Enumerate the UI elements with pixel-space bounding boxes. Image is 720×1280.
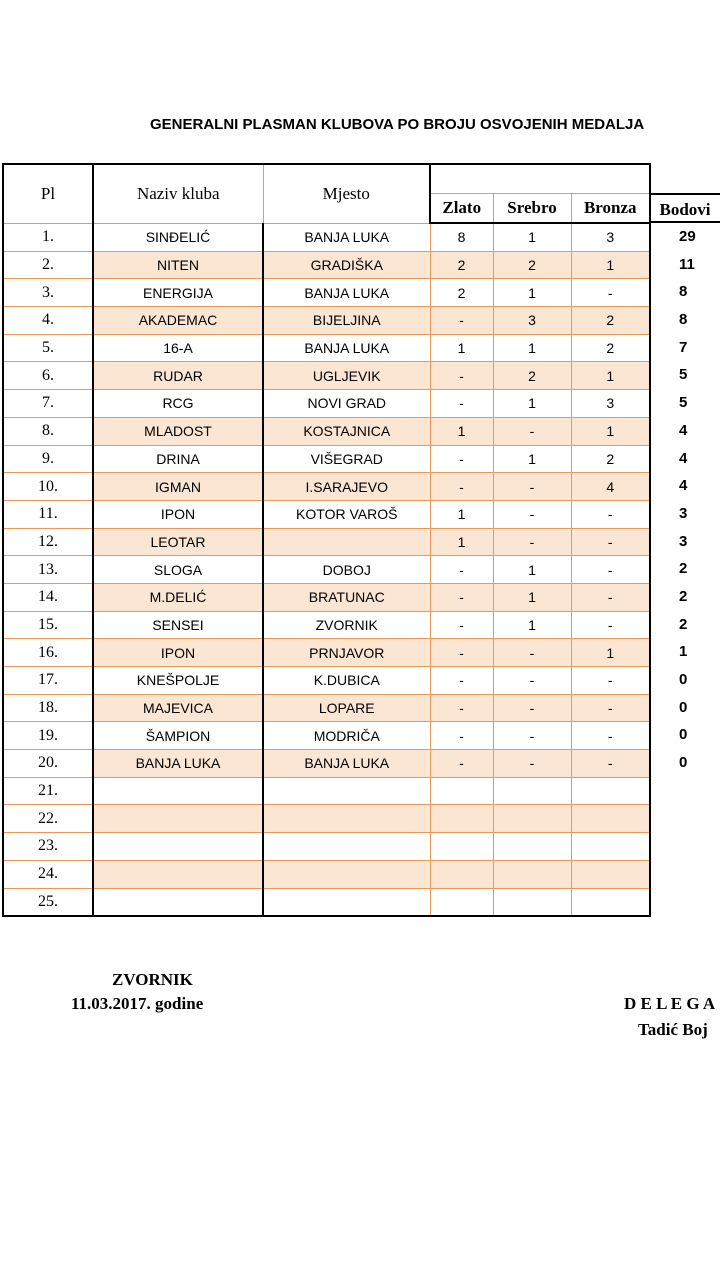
table-row [3, 833, 650, 861]
place-cell: 19. [3, 722, 93, 750]
place-cell: 18. [3, 694, 93, 722]
bronze-cell: 2 [571, 445, 650, 473]
silver-cell [493, 777, 571, 805]
city-cell: BIJELJINA [263, 307, 430, 335]
header-bronze: Bronza [571, 194, 650, 224]
place-cell: 23. [3, 833, 93, 861]
bronze-cell: 3 [571, 390, 650, 418]
club-name-cell: ŠAMPION [93, 722, 263, 750]
city-cell: KOSTAJNICA [263, 417, 430, 445]
points-value [650, 888, 720, 916]
points-value: 2 [679, 587, 688, 605]
club-name-cell [93, 777, 263, 805]
bronze-cell [571, 805, 650, 833]
silver-cell: 1 [493, 390, 571, 418]
city-cell: NOVI GRAD [263, 390, 430, 418]
bronze-cell: - [571, 556, 650, 584]
city-cell: GRADIŠKA [263, 251, 430, 279]
points-value: 29 [679, 228, 696, 245]
club-name-cell: KNEŠPOLJE [93, 667, 263, 695]
gold-cell [430, 833, 493, 861]
bronze-cell: 1 [571, 251, 650, 279]
points-value: 0 [679, 726, 688, 744]
points-column [650, 193, 720, 915]
place-cell: 5. [3, 334, 93, 362]
place-cell: 12. [3, 528, 93, 556]
club-name-cell: MLADOST [93, 417, 263, 445]
document-title: GENERALNI PLASMAN KLUBOVA PO BROJU OSVOJENIH MEDALJA [150, 116, 645, 133]
place-cell: 15. [3, 611, 93, 639]
table-row [3, 639, 650, 667]
header-medals-group [430, 164, 650, 194]
points-value: 5 [679, 394, 688, 412]
gold-cell: - [430, 667, 493, 695]
place-cell: 10. [3, 473, 93, 501]
points-value: 8 [679, 283, 688, 301]
gold-cell: - [430, 445, 493, 473]
table-row [3, 417, 650, 445]
club-name-cell [93, 888, 263, 916]
city-cell: UGLJEVIK [263, 362, 430, 390]
silver-cell: - [493, 667, 571, 695]
city-cell [263, 860, 430, 888]
city-cell: ZVORNIK [263, 611, 430, 639]
gold-cell: 1 [430, 334, 493, 362]
gold-cell: - [430, 611, 493, 639]
points-value [650, 804, 720, 832]
bronze-cell: - [571, 500, 650, 528]
city-cell: DOBOJ [263, 556, 430, 584]
city-cell [263, 888, 430, 916]
points-value: 7 [679, 338, 688, 356]
table-row [3, 362, 650, 390]
bronze-cell: 3 [571, 223, 650, 251]
place-cell: 13. [3, 556, 93, 584]
club-name-cell [93, 860, 263, 888]
city-cell: I.SARAJEVO [263, 473, 430, 501]
place-cell: 21. [3, 777, 93, 805]
table-row [3, 279, 650, 307]
standings-table [2, 163, 651, 917]
table-row [3, 583, 650, 611]
footer-place: ZVORNIK [112, 970, 193, 989]
bronze-cell: - [571, 528, 650, 556]
place-cell: 3. [3, 279, 93, 307]
place-cell: 7. [3, 390, 93, 418]
place-cell: 24. [3, 860, 93, 888]
club-name-cell: ENERGIJA [93, 279, 263, 307]
points-value: 2 [679, 615, 688, 633]
city-cell: K.DUBICA [263, 667, 430, 695]
club-name-cell: RCG [93, 390, 263, 418]
club-name-cell: MAJEVICA [93, 694, 263, 722]
bronze-cell: 2 [571, 334, 650, 362]
city-cell: VIŠEGRAD [263, 445, 430, 473]
table-row [3, 500, 650, 528]
silver-cell: 1 [493, 583, 571, 611]
bronze-cell: - [571, 583, 650, 611]
club-name-cell: AKADEMAC [93, 307, 263, 335]
table-row [3, 611, 650, 639]
bronze-cell [571, 833, 650, 861]
footer-date: 11.03.2017. godine [71, 994, 204, 1013]
table-row [3, 334, 650, 362]
city-cell [263, 777, 430, 805]
bronze-cell: 1 [571, 417, 650, 445]
silver-cell: 1 [493, 223, 571, 251]
club-name-cell [93, 833, 263, 861]
points-value: 4 [679, 449, 688, 467]
city-cell: PRNJAVOR [263, 639, 430, 667]
gold-cell: 1 [430, 528, 493, 556]
city-cell [263, 833, 430, 861]
gold-cell [430, 888, 493, 916]
place-cell: 4. [3, 307, 93, 335]
place-cell: 17. [3, 667, 93, 695]
bronze-cell: - [571, 279, 650, 307]
gold-cell: - [430, 556, 493, 584]
bronze-cell: 2 [571, 307, 650, 335]
silver-cell: - [493, 500, 571, 528]
table-row [3, 251, 650, 279]
silver-cell [493, 860, 571, 888]
bronze-cell [571, 777, 650, 805]
bronze-cell: - [571, 611, 650, 639]
silver-cell: 1 [493, 445, 571, 473]
delegate-label: D E L E G A [624, 994, 716, 1013]
table-row [3, 805, 650, 833]
silver-cell: - [493, 417, 571, 445]
bronze-cell: 4 [571, 473, 650, 501]
bronze-cell: - [571, 694, 650, 722]
bronze-cell [571, 888, 650, 916]
header-gold: Zlato [430, 194, 493, 224]
gold-cell: 1 [430, 500, 493, 528]
club-name-cell: NITEN [93, 251, 263, 279]
city-cell: BANJA LUKA [263, 279, 430, 307]
silver-cell [493, 805, 571, 833]
points-value: 8 [679, 311, 688, 329]
club-name-cell: IPON [93, 639, 263, 667]
silver-cell: 3 [493, 307, 571, 335]
gold-cell: - [430, 362, 493, 390]
points-value: 1 [679, 643, 688, 661]
gold-cell: - [430, 307, 493, 335]
gold-cell [430, 805, 493, 833]
table-row [3, 694, 650, 722]
gold-cell: - [430, 583, 493, 611]
points-value: 4 [679, 421, 688, 439]
place-cell: 20. [3, 750, 93, 778]
club-name-cell: RUDAR [93, 362, 263, 390]
header-points: Bodovi [650, 193, 720, 223]
gold-cell: - [430, 750, 493, 778]
silver-cell: - [493, 473, 571, 501]
table-row [3, 307, 650, 335]
points-value: 4 [679, 477, 688, 495]
city-cell: BANJA LUKA [263, 334, 430, 362]
club-name-cell: BANJA LUKA [93, 750, 263, 778]
points-value: 0 [679, 698, 688, 716]
place-cell: 2. [3, 251, 93, 279]
points-value: 11 [679, 255, 695, 273]
points-value: 0 [679, 671, 688, 688]
place-cell: 25. [3, 888, 93, 916]
points-value: 0 [679, 754, 688, 772]
club-name-cell: IPON [93, 500, 263, 528]
club-name-cell: 16-A [93, 334, 263, 362]
gold-cell: - [430, 639, 493, 667]
points-value: 5 [679, 366, 688, 384]
points-value [650, 777, 720, 805]
bronze-cell: - [571, 750, 650, 778]
bronze-cell: - [571, 722, 650, 750]
table-row [3, 528, 650, 556]
city-cell: BANJA LUKA [263, 750, 430, 778]
gold-cell: - [430, 473, 493, 501]
bronze-cell: 1 [571, 639, 650, 667]
table-row [3, 223, 650, 251]
place-cell: 1. [3, 223, 93, 251]
table-row [3, 777, 650, 805]
club-name-cell: DRINA [93, 445, 263, 473]
silver-cell [493, 833, 571, 861]
gold-cell: - [430, 390, 493, 418]
city-cell: BANJA LUKA [263, 223, 430, 251]
place-cell: 8. [3, 417, 93, 445]
club-name-cell: SLOGA [93, 556, 263, 584]
table-row [3, 888, 650, 916]
city-cell: KOTOR VAROŠ [263, 500, 430, 528]
gold-cell: - [430, 694, 493, 722]
place-cell: 9. [3, 445, 93, 473]
club-name-cell: LEOTAR [93, 528, 263, 556]
points-value: 3 [679, 504, 688, 522]
points-value: 2 [679, 560, 688, 578]
gold-cell: 2 [430, 251, 493, 279]
club-name-cell: SINĐELIĆ [93, 223, 263, 251]
gold-cell: 8 [430, 223, 493, 251]
delegate-name: Tadić Boj [638, 1020, 708, 1039]
table-row [3, 860, 650, 888]
table-row [3, 750, 650, 778]
silver-cell: - [493, 694, 571, 722]
bronze-cell [571, 860, 650, 888]
place-cell: 11. [3, 500, 93, 528]
table-row [3, 390, 650, 418]
city-cell: BRATUNAC [263, 583, 430, 611]
gold-cell: - [430, 722, 493, 750]
header-pl: Pl [3, 164, 93, 223]
gold-cell: 1 [430, 417, 493, 445]
silver-cell: 1 [493, 334, 571, 362]
silver-cell: 2 [493, 362, 571, 390]
silver-cell: - [493, 639, 571, 667]
silver-cell: 2 [493, 251, 571, 279]
silver-cell: 1 [493, 556, 571, 584]
gold-cell: 2 [430, 279, 493, 307]
city-cell [263, 528, 430, 556]
club-name-cell [93, 805, 263, 833]
club-name-cell: SENSEI [93, 611, 263, 639]
table-row [3, 556, 650, 584]
place-cell: 14. [3, 583, 93, 611]
silver-cell: - [493, 528, 571, 556]
city-cell: LOPARE [263, 694, 430, 722]
header-city: Mjesto [263, 164, 430, 223]
silver-cell [493, 888, 571, 916]
place-cell: 16. [3, 639, 93, 667]
club-name-cell: M.DELIĆ [93, 583, 263, 611]
club-name-cell: IGMAN [93, 473, 263, 501]
table-row [3, 667, 650, 695]
silver-cell: - [493, 750, 571, 778]
silver-cell: - [493, 722, 571, 750]
bronze-cell: - [571, 667, 650, 695]
gold-cell [430, 777, 493, 805]
silver-cell: 1 [493, 611, 571, 639]
silver-cell: 1 [493, 279, 571, 307]
points-value: 3 [679, 532, 688, 550]
header-club-name: Naziv kluba [93, 164, 263, 223]
table-row [3, 473, 650, 501]
bronze-cell: 1 [571, 362, 650, 390]
city-cell: MODRIČA [263, 722, 430, 750]
header-silver: Srebro [493, 194, 571, 224]
gold-cell [430, 860, 493, 888]
table-row [3, 445, 650, 473]
city-cell [263, 805, 430, 833]
place-cell: 22. [3, 805, 93, 833]
place-cell: 6. [3, 362, 93, 390]
points-value [650, 860, 720, 888]
points-value [650, 832, 720, 860]
table-row [3, 722, 650, 750]
